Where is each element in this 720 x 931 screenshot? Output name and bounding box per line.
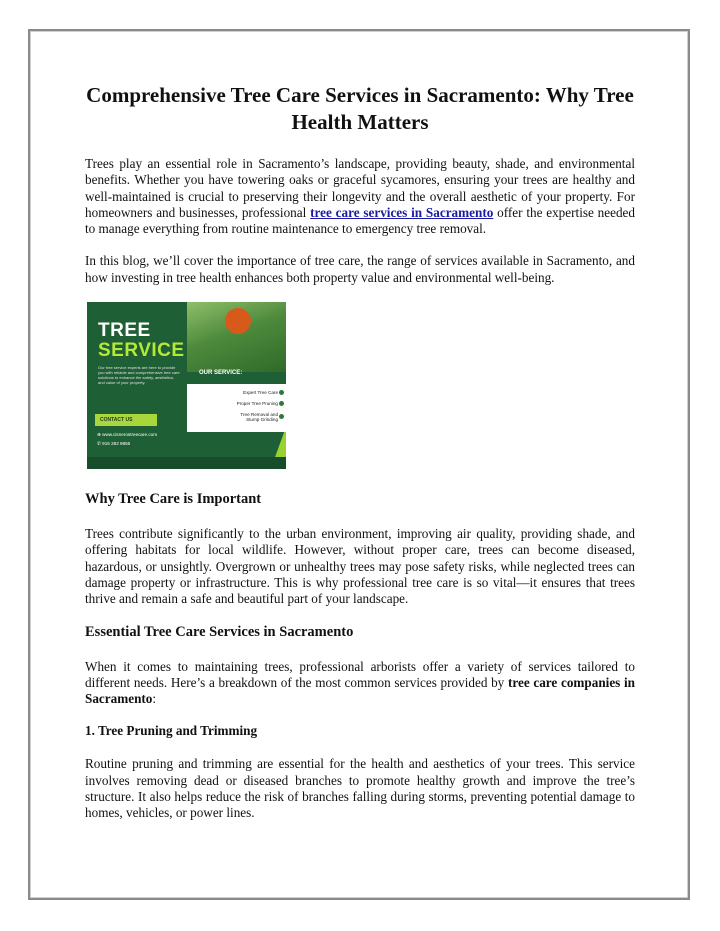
services-heading: OUR SERVICE:	[199, 370, 243, 377]
essential-bold-text: tree care companies in Sacramento	[85, 674, 635, 707]
pruning-paragraph: Routine pruning and trimming are essential for the health and aesthetics of your trees. This service involves removing dead or diseased branches to promote healthy growth and improve the tree’s structure. It also helps reduce the risk of branches falling during storms, preventing potential damage to homes, vehicles, or power lines.	[85, 756, 635, 821]
arborist-figure	[225, 308, 251, 334]
service-item: Tree Removal and Stump Grinding	[240, 412, 278, 423]
contact-us-label: CONTACT US	[95, 414, 157, 426]
intro-paragraph	[85, 156, 635, 237]
banner-bottom-bar	[87, 457, 286, 469]
why-tree-care-paragraph: Trees contribute significantly to the urban environment, improving air quality, providing shade, and offering habitats for local wildlife. However, without proper care, trees can become diseased, hazardous, or unsightly. Overgrown or unhealthy trees may pose safety risks, while neglected trees can damage property or infrastructure. This is why professional tree care is so vital—it ensures that trees thrive and remain a safe and beautiful part of your landscape.	[85, 526, 635, 607]
website-url: www.cisnerostreecare.com	[102, 432, 158, 438]
document-body	[85, 82, 635, 838]
phone-text	[97, 441, 130, 447]
check-icon	[279, 390, 284, 395]
services-panel	[187, 384, 286, 432]
subheading-pruning: 1. Tree Pruning and Trimming	[85, 723, 258, 739]
section-heading-essential-services: Essential Tree Care Services in Sacramento	[85, 623, 354, 640]
check-icon	[279, 401, 284, 406]
essential-text-before: When it comes to maintaining trees, professional arborists offer a variety of services tailored to different needs. Here’s a breakdown of the most common services provided by	[85, 658, 635, 690]
essential-services-paragraph	[85, 659, 635, 708]
blog-overview-paragraph: In this blog, we’ll cover the importance of tree care, the range of services available in Sacramento, and how investing in tree health enhances both property value and environmental well-being.	[85, 253, 635, 285]
essential-text-after: :	[152, 691, 157, 707]
phone-icon: ✆	[97, 441, 103, 447]
tree-care-services-link[interactable]: tree care services in Sacramento	[310, 204, 494, 220]
intro-text-after: offer the expertise needed to manage everything from routine maintenance to emergency tree removal.	[85, 204, 635, 237]
website-text	[97, 432, 157, 438]
section-heading-why-tree-care: Why Tree Care is Important	[85, 491, 262, 508]
page-title: Comprehensive Tree Care Services in Sacramento: Why Tree Health Matters	[86, 83, 634, 134]
check-icon	[279, 414, 284, 419]
banner-title-line1: TREE	[98, 320, 151, 342]
service-item: Proper Tree Pruning	[236, 401, 278, 407]
globe-icon: ⊕	[97, 432, 103, 438]
phone-number: 916 282 9855	[102, 441, 131, 447]
tree-service-banner-image	[87, 302, 286, 469]
banner-description: Our tree service experts are here to provide you with reliable and comprehensive tree care solutions to enhance the safety, aesthetics, and value of your property.	[98, 365, 180, 386]
service-item: Expert Tree Care	[243, 390, 278, 396]
banner-title-line2: SERVICE	[98, 340, 185, 362]
intro-text-before: Trees play an essential role in Sacramento’s landscape, providing beauty, shade, and environmental benefits. Whether you have towering oaks or graceful sycamores, ensuring your trees are healthy and well-maintained is crucial to preserving their longevity and the overall aesthetic of your property. For homeowners and businesses, professional	[85, 156, 635, 220]
